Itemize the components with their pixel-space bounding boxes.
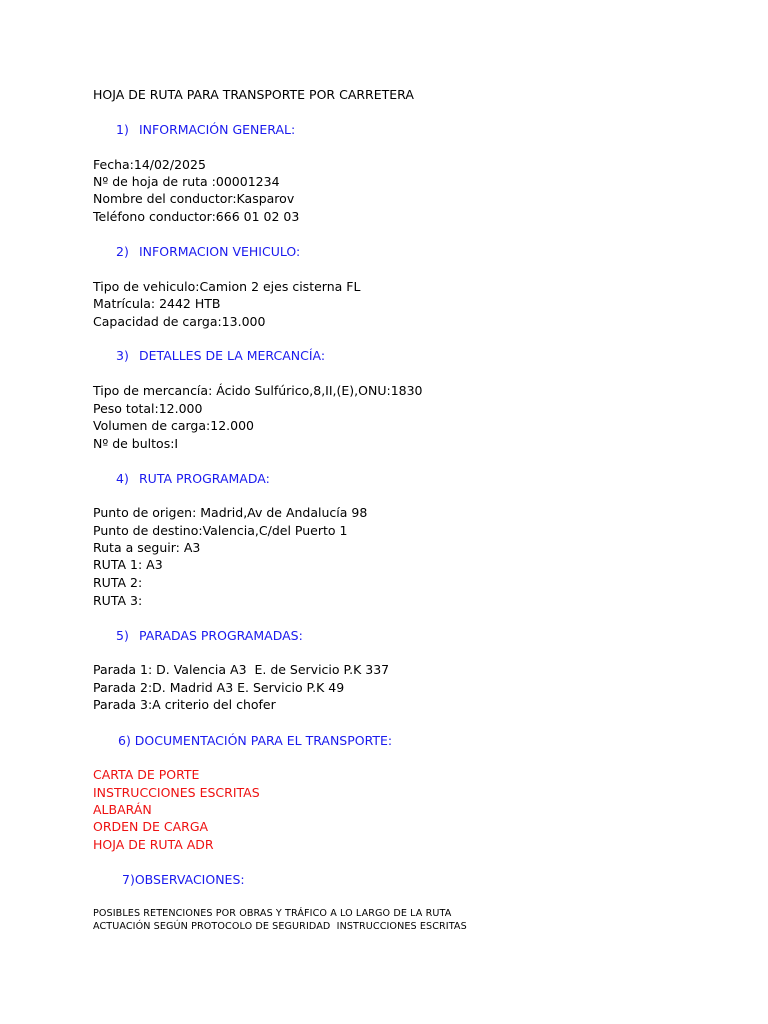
observation-line: POSIBLES RETENCIONES POR OBRAS Y TRÁFICO A LO LARGO DE LA RUTA [93, 908, 452, 919]
section-heading-vehicle [116, 243, 300, 260]
section-number: 2) [116, 244, 129, 259]
section-heading-stops [116, 627, 303, 644]
cargo-volume: Volumen de carga:12.000 [93, 418, 254, 433]
route-2: RUTA 2: [93, 575, 143, 590]
section-title: PARADAS PROGRAMADAS: [139, 628, 303, 643]
section-title: DETALLES DE LA MERCANCÍA: [139, 348, 326, 363]
section-number: 5) [116, 628, 129, 643]
vehicle-plate: Matrícula: 2442 HTB [93, 296, 221, 311]
section-heading-cargo [116, 347, 325, 364]
section-heading-route [116, 470, 270, 487]
route-destination: Punto de destino:Valencia,C/del Puerto 1 [93, 523, 348, 538]
document-item: ALBARÁN [93, 802, 152, 817]
vehicle-type: Tipo de vehiculo:Camion 2 ejes cisterna FL [93, 279, 361, 294]
section-title: INFORMACION VEHICULO: [139, 244, 301, 259]
document-title: HOJA DE RUTA PARA TRANSPORTE POR CARRETERA [93, 87, 414, 102]
info-route-sheet-number: Nº de hoja de ruta :00001234 [93, 174, 280, 189]
stop-3: Parada 3:A criterio del chofer [93, 697, 276, 712]
info-date: Fecha:14/02/2025 [93, 157, 206, 172]
section-number: 3) [116, 348, 129, 363]
section-heading-documents: 6) DOCUMENTACIÓN PARA EL TRANSPORTE: [118, 733, 393, 748]
stop-1: Parada 1: D. Valencia A3 E. de Servicio P.K 337 [93, 662, 390, 677]
section-title: RUTA PROGRAMADA: [139, 471, 270, 486]
section-heading-observations: 7)OBSERVACIONES: [122, 872, 245, 887]
section-number: 4) [116, 471, 129, 486]
route-to-follow: Ruta a seguir: A3 [93, 540, 201, 555]
info-driver-name: Nombre del conductor:Kasparov [93, 191, 295, 206]
cargo-type: Tipo de mercancía: Ácido Sulfúrico,8,II,(E),ONU:1830 [93, 383, 423, 398]
section-heading-general [116, 121, 295, 138]
document-item: ORDEN DE CARGA [93, 819, 209, 834]
document-item: HOJA DE RUTA ADR [93, 837, 214, 852]
cargo-packages: Nº de bultos:I [93, 436, 179, 451]
route-3: RUTA 3: [93, 593, 143, 608]
section-title: INFORMACIÓN GENERAL: [139, 122, 296, 137]
vehicle-capacity: Capacidad de carga:13.000 [93, 314, 266, 329]
observation-line: ACTUACIÓN SEGÚN PROTOCOLO DE SEGURIDAD INSTRUCCIONES ESCRITAS [93, 921, 467, 932]
stop-2: Parada 2:D. Madrid A3 E. Servicio P.K 49 [93, 680, 345, 695]
section-number: 1) [116, 122, 129, 137]
route-origin: Punto de origen: Madrid,Av de Andalucía 98 [93, 505, 368, 520]
info-driver-phone: Teléfono conductor:666 01 02 03 [93, 209, 300, 224]
document-item: CARTA DE PORTE [93, 767, 200, 782]
route-1: RUTA 1: A3 [93, 557, 163, 572]
cargo-weight: Peso total:12.000 [93, 401, 203, 416]
document-item: INSTRUCCIONES ESCRITAS [93, 785, 260, 800]
